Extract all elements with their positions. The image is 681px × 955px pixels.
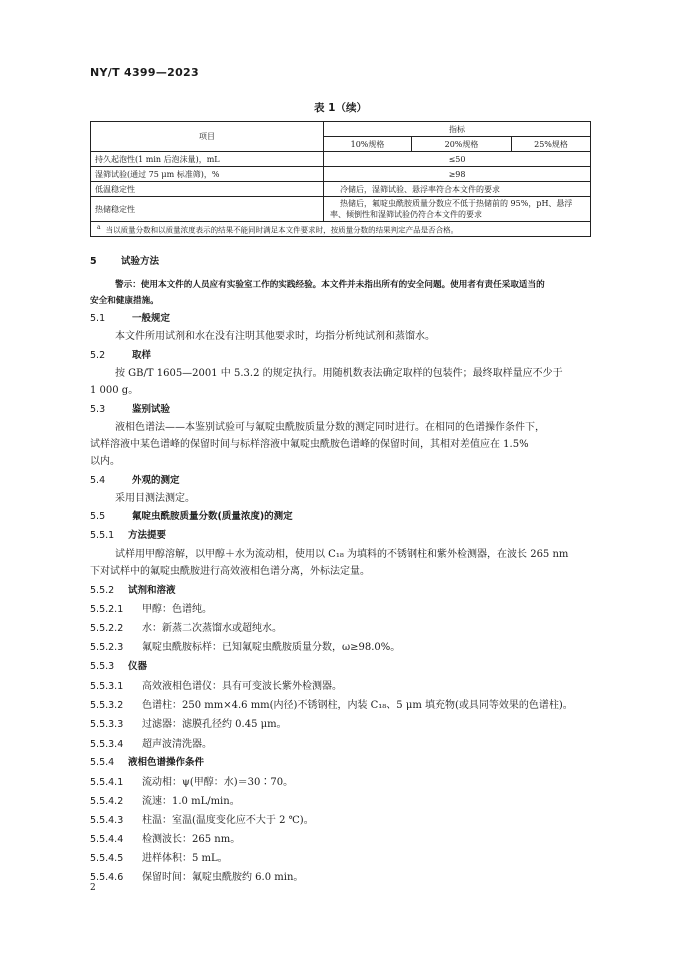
table-footnote-row [91,222,591,237]
list-item [90,811,314,826]
header-item: 项目 [91,122,324,152]
item-text: 过滤器：滤膜孔径约 0.45 μm。 [142,719,287,730]
warning-line1: 警示：使用本文件的人员应有实验室工作的实践经验。本文件并未指出所有的安全问题。使用者有责任采取适当的 [115,280,545,290]
footnote-text: 当以质量分数和以质量浓度表示的结果不能同时满足本文件要求时，按质量分数的结果判定产品是否合格。 [105,225,459,235]
item-number: 5.5.4.1 [90,777,124,788]
section-number: 5.5.4 [90,757,115,768]
table-row [91,167,591,182]
table-caption: 表 1（续） [314,102,367,114]
section-number: 5.2 [90,350,106,361]
section-number: 5.3 [90,404,106,415]
footnote-mark: a [97,224,101,232]
row-value: ≤50 [324,152,591,167]
list-item [90,773,293,788]
table-row [91,197,591,222]
paragraph-line: 按 GB/T 1605—2001 中 5.3.2 的规定执行。用随机数表法确定取样的包装件；最终取样量应不少于 [115,368,563,379]
item-number: 5.5.2.3 [90,642,124,653]
standard-code: NY/T 4399—2023 [90,66,199,79]
spec-table [90,121,591,237]
item-text: 氟啶虫酰胺标样：已知氟啶虫酰胺质量分数，ω≥98.0%。 [142,642,401,653]
row-item: 低温稳定性 [91,182,324,197]
item-number: 5.5.4.5 [90,853,124,864]
section-title: 鉴别试验 [132,404,171,415]
row-value: 冷储后，湿筛试验、悬浮率符合本文件的要求 [324,182,591,197]
row-item: 热储稳定性 [91,197,324,222]
item-number: 5.5.4.2 [90,796,124,807]
item-text: 检测波长：265 nm。 [142,834,241,845]
list-item [90,830,240,845]
list-item [90,638,400,653]
list-item [90,600,212,615]
section-number: 5.1 [90,313,106,324]
item-text: 流动相：ψ(甲醇：水)＝30∶70。 [142,777,294,788]
subheader-10: 10%规格 [324,137,412,152]
warning-line2: 安全和健康措施。 [90,296,159,306]
section-5-4-heading [90,472,180,486]
section-number: 5 [90,256,97,267]
row-item: 持久起泡性(1 min 后泡沫量)，mL [91,152,324,167]
list-item [90,792,240,807]
section-title: 外观的测定 [132,475,180,486]
page-number: 2 [90,883,96,893]
section-title: 仪器 [128,661,148,672]
table-footnote [91,222,591,237]
section-5-5-2-heading [90,582,176,596]
paragraph-line: 试样用甲醇溶解，以甲醇＋水为流动相，使用以 C₁₈ 为填料的不锈钢柱和紫外检测器，在波长 265 nm [115,549,569,560]
table-header-row [91,122,591,137]
list-item [90,696,573,711]
paragraph: 采用目测法测定。 [115,493,195,504]
section-5-5-3-heading [90,658,147,672]
item-number: 5.5.3.2 [90,700,124,711]
table-row [91,152,591,167]
section-title: 一般规定 [132,313,171,324]
row-value: ≥98 [324,167,591,182]
item-text: 进样体积：5 mL。 [142,853,228,864]
section-number: 5.5.1 [90,530,115,541]
section-title: 氟啶虫酰胺质量分数(质量浓度)的测定 [132,511,293,522]
list-item [90,868,303,883]
row-value-line2: 率、倾倒性和湿筛试验仍符合本文件的要求 [330,210,482,219]
item-text: 水：新蒸二次蒸馏水或超纯水。 [142,623,282,634]
section-title: 试验方法 [121,256,160,267]
list-item [90,849,228,864]
item-number: 5.5.3.4 [90,739,124,750]
paragraph-line: 1 000 g。 [90,385,139,396]
item-number: 5.5.3.3 [90,719,124,730]
section-number: 5.5.3 [90,661,115,672]
item-number: 5.5.4.6 [90,872,124,883]
subheader-25: 25%规格 [512,137,591,152]
item-number: 5.5.3.1 [90,681,124,692]
section-number: 5.5 [90,511,106,522]
section-5-5-heading [90,508,293,522]
section-5-heading [90,253,159,267]
item-text: 保留时间：氟啶虫酰胺约 6.0 min。 [142,872,304,883]
section-number: 5.4 [90,475,106,486]
section-number: 5.5.2 [90,585,115,596]
paragraph-line: 液相色谱法——本鉴别试验可与氟啶虫酰胺质量分数的测定同时进行。在相同的色谱操作条件下， [115,422,545,433]
section-title: 试剂和溶液 [128,585,176,596]
item-text: 高效液相色谱仪：具有可变波长紫外检测器。 [142,681,342,692]
item-text: 甲醇：色谱纯。 [142,604,212,615]
list-item [90,677,342,692]
item-text: 流速：1.0 mL/min。 [142,796,240,807]
section-title: 液相色谱操作条件 [128,757,205,768]
item-number: 5.5.2.1 [90,604,124,615]
section-5-3-heading [90,401,170,415]
subheader-20: 20%规格 [412,137,512,152]
section-5-1-heading [90,310,170,324]
row-value-line1: 热储后，氟啶虫酰胺质量分数应不低于热储前的 95%，pH、悬浮 [340,199,573,208]
paragraph-line: 下对试样中的氟啶虫酰胺进行高效液相色谱分离，外标法定量。 [90,566,370,577]
paragraph: 本文件所用试剂和水在没有注明其他要求时，均指分析纯试剂和蒸馏水。 [115,331,435,342]
row-item: 湿筛试验(通过 75 μm 标准筛)，% [91,167,324,182]
item-text: 柱温：室温(温度变化应不大于 2 ℃)。 [142,815,314,826]
row-value [324,197,591,222]
header-index: 指标 [324,122,591,137]
item-text: 色谱柱：250 mm×4.6 mm(内径)不锈钢柱，内装 C₁₈、5 μm 填充物(或具同等效果的色谱柱)。 [142,700,573,711]
item-number: 5.5.4.4 [90,834,124,845]
item-number: 5.5.2.2 [90,623,124,634]
item-text: 超声波清洗器。 [142,739,212,750]
section-5-2-heading [90,347,151,361]
section-5-5-1-heading [90,527,166,541]
section-5-5-4-heading [90,754,204,768]
section-title: 取样 [132,350,152,361]
paragraph-line: 试样溶液中某色谱峰的保留时间与标样溶液中氟啶虫酰胺色谱峰的保留时间，其相对差值应在 1.5% [90,439,529,450]
item-number: 5.5.4.3 [90,815,124,826]
list-item [90,735,212,750]
table-row [91,182,591,197]
section-title: 方法提要 [128,530,167,541]
paragraph-line: 以内。 [90,456,120,467]
list-item [90,619,282,634]
list-item [90,715,287,730]
